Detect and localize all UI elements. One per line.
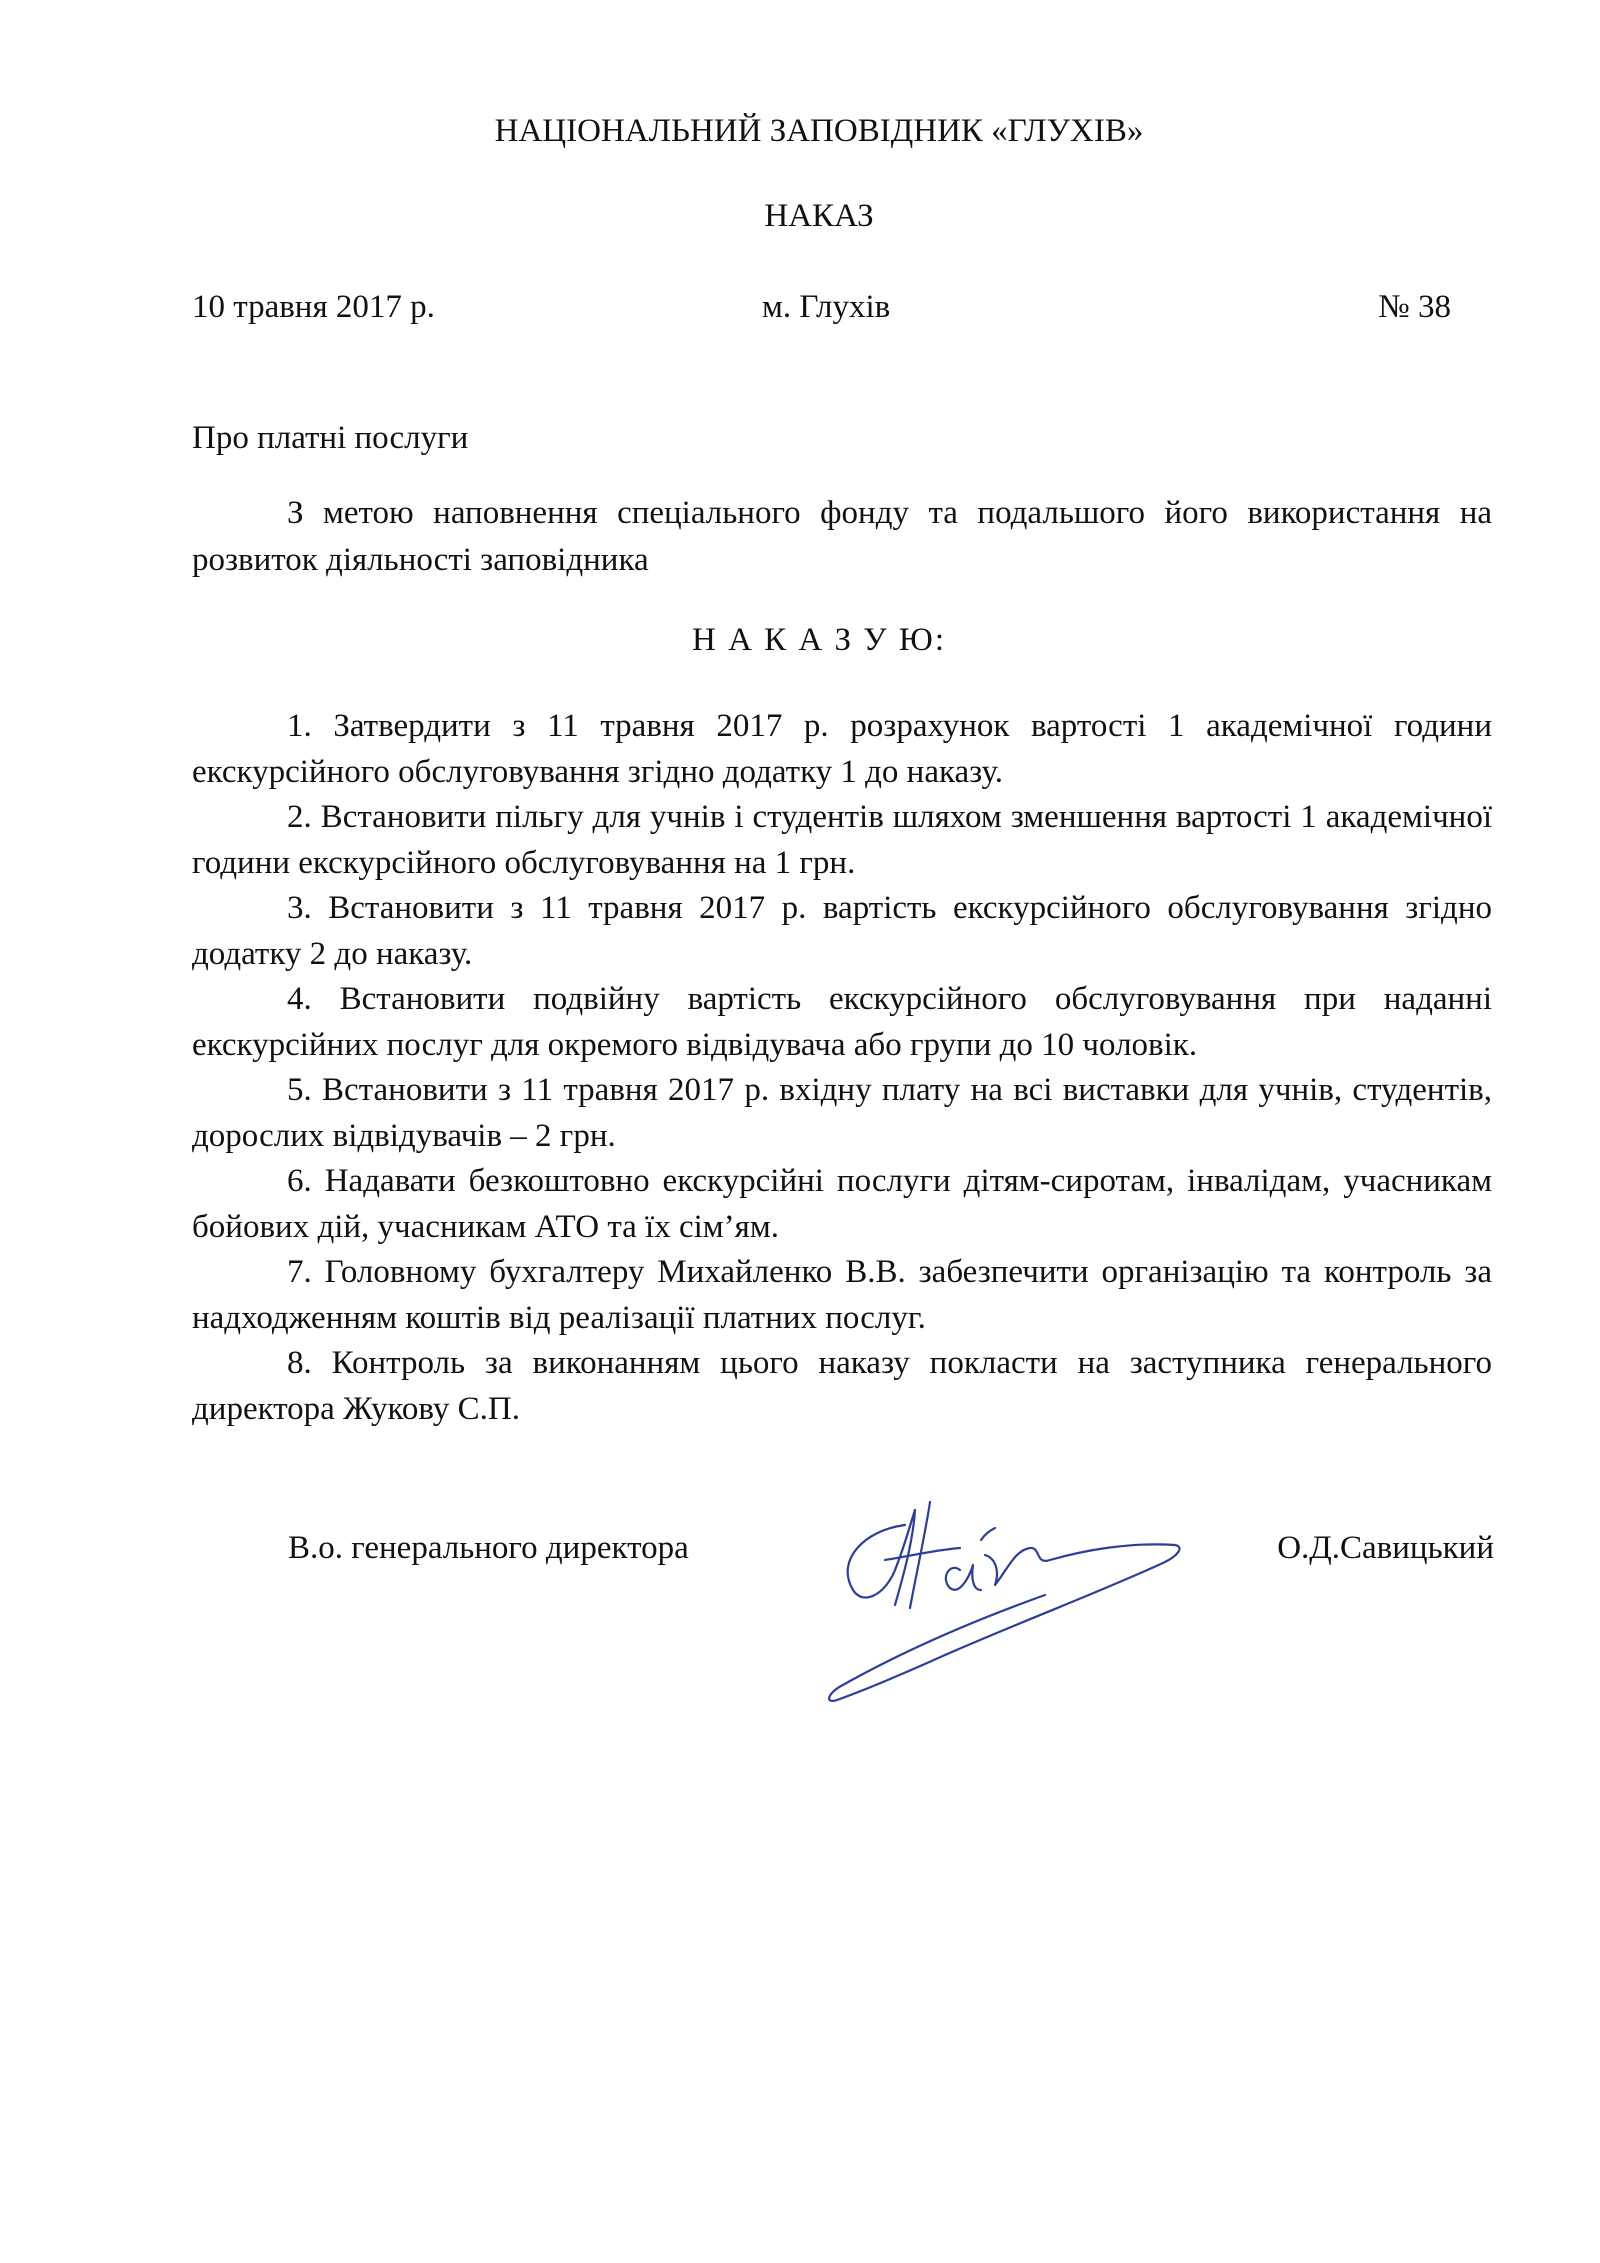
document-number: № 38 <box>1378 289 1451 325</box>
order-item: 3. Встановити з 11 травня 2017 р. вартість екскурсійного обслуговування згідно додатку 2 до наказу. <box>192 890 1492 972</box>
order-heading: Н А К А З У Ю: <box>692 622 946 658</box>
order-item: 4. Встановити подвійну вартість екскурсійного обслуговування при наданні екскурсійних послуг для окремого відвідувача або групи до 10 чоловік. <box>192 981 1492 1063</box>
order-item: 5. Встановити з 11 травня 2017 р. вхідну плату на всі виставки для учнів, студентів, дорослих відвідувачів – 2 грн. <box>192 1072 1492 1154</box>
order-item: 6. Надавати безкоштовно екскурсійні послуги дітям-сиротам, інвалідам, учасникам бойових дій, учасникам АТО та їх сім’ям. <box>192 1163 1492 1245</box>
preamble-text: З метою наповнення спеціального фонду та подальшого його використання на розвиток діяльності заповідника <box>192 495 1492 578</box>
document-date: 10 травня 2017 р. <box>192 289 435 325</box>
document-subject: Про платні послуги <box>192 420 469 456</box>
order-item: 7. Головному бухгалтеру Михайленко В.В. забезпечити організацію та контроль за надходженням коштів від реалізації платних послуг. <box>192 1254 1492 1336</box>
order-item: 8. Контроль за виконанням цього наказу покласти на заступника генерального директора Жукову С.П. <box>192 1345 1492 1427</box>
handwritten-signature <box>745 1430 1215 1730</box>
preamble <box>192 490 1492 584</box>
signatory-position: В.о. генерального директора <box>288 1530 689 1566</box>
document-meta-row <box>192 289 1451 333</box>
order-items-list <box>192 704 1492 1432</box>
order-item: 2. Встановити пільгу для учнів і студентів шляхом зменшення вартості 1 академічної години екскурсійного обслуговування на 1 грн. <box>192 799 1492 881</box>
document-type: НАКАЗ <box>764 198 874 234</box>
organization-title: НАЦІОНАЛЬНИЙ ЗАПОВІДНИК «ГЛУХІВ» <box>494 113 1144 149</box>
document-city: м. Глухів <box>762 289 891 325</box>
signatory-name: О.Д.Савицький <box>1277 1530 1494 1566</box>
order-item: 1. Затвердити з 11 травня 2017 р. розрахунок вартості 1 академічної години екскурсійного обслуговування згідно додатку 1 до наказу. <box>192 708 1492 790</box>
